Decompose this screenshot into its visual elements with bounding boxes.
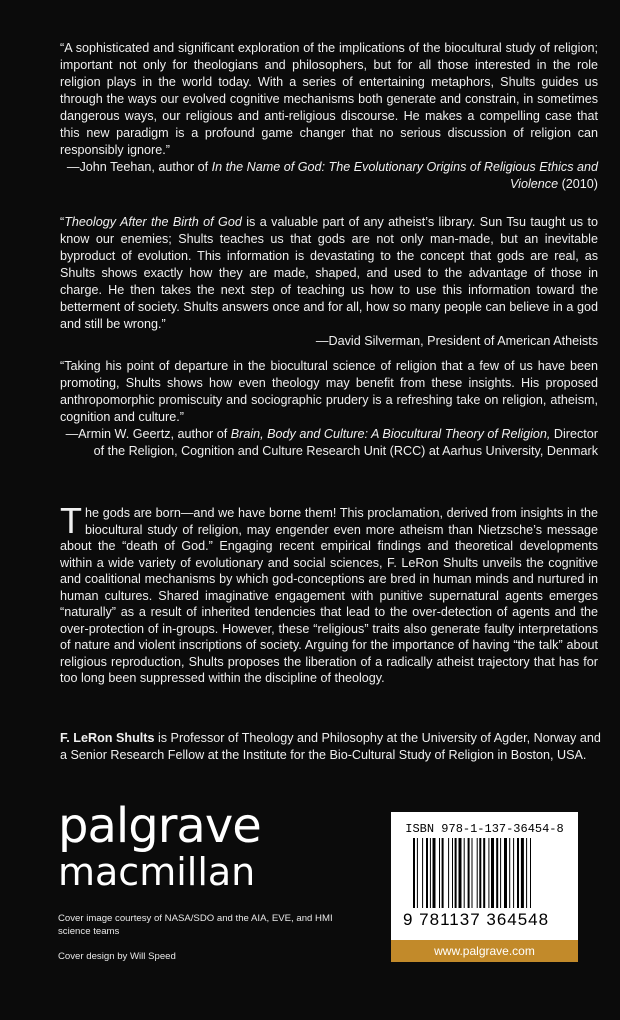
barcode-bar bbox=[433, 838, 436, 908]
attribution-author: —John Teehan, author of bbox=[66, 160, 212, 174]
publisher-url: www.palgrave.com bbox=[391, 940, 578, 962]
quote-geertz bbox=[60, 358, 598, 460]
barcode-bar bbox=[509, 838, 510, 908]
author-bio bbox=[60, 730, 605, 764]
barcode-bar bbox=[521, 838, 524, 908]
attribution-book-title: Brain, Body and Culture: A Biocultural Theory of Religion, bbox=[230, 427, 551, 441]
barcode-bar bbox=[426, 838, 428, 908]
publisher-logo bbox=[58, 800, 261, 892]
quote-text: “Taking his point of departure in the biocultural science of religion that a few of us have been promoting, Shults shows how even theology may benefit from these insights. His proposed anthropomorphic promiscuity and sociographic prudery is a refreshing take on religion, atheism, cognition and culture.” bbox=[60, 359, 598, 424]
quote-body: is a valuable part of any atheist’s library. Sun Tsu taught us to know our enemies; Shults teaches us that gods are not only man-made, but an inevitable byproduct of evolution. This information is devastating to the concept that gods are real, as Shults shows exactly how they are made, shaped, and used to the advantage of those in charge. He then takes the next step of teaching us how to use this information toward the betterment of society. Shults answers once and for all, how so many people can believe in a god and still be wrong.” bbox=[60, 215, 598, 331]
quote-text: “A sophisticated and significant exploration of the implications of the biocultural study of religion; important not only for theologians and philosophers, but for all those interested in the role religion plays in the world today. With a series of entertaining metaphors, Shults guides us through the ways our evolved cognitive mechanisms both generate and constrain, in sometimes dangerous ways, our religious and anti-religious discourse. He makes a compelling case that this new paradigm is a profound game changer that no serious discussion of religion can responsibly ignore.” bbox=[60, 41, 598, 157]
logo-line-1: palgrave bbox=[58, 798, 261, 854]
quote-teehan bbox=[60, 40, 598, 193]
barcode-bar bbox=[496, 838, 498, 908]
barcode-bar bbox=[417, 838, 418, 908]
barcode-bar bbox=[413, 838, 415, 908]
quote-attribution bbox=[60, 159, 598, 193]
barcode-bar bbox=[422, 838, 423, 908]
barcode-bar bbox=[488, 838, 489, 908]
drop-cap: T bbox=[60, 500, 82, 541]
barcode-bar bbox=[468, 838, 470, 908]
logo-line-2: macmillan bbox=[58, 850, 256, 894]
barcode-bar bbox=[500, 838, 501, 908]
author-bio-text: is Professor of Theology and Philosophy at the University of Agder, Norway and a Senior Research Fellow at the Institute for the Bio-Cultural Study of Religion in Boston, USA. bbox=[60, 731, 601, 762]
barcode-bar bbox=[491, 838, 494, 908]
attribution-book-title: In the Name of God: The Evolutionary Origins of Religious Ethics and Violence bbox=[211, 160, 598, 191]
quote-attribution: —David Silverman, President of American Atheists bbox=[315, 334, 598, 348]
cover-design-credit: Cover design by Will Speed bbox=[58, 951, 176, 962]
cover-image-credit: Cover image courtesy of NASA/SDO and the AIA, EVE, and HMI science teams bbox=[58, 913, 333, 937]
barcode-bar bbox=[455, 838, 457, 908]
quote-silverman bbox=[60, 214, 598, 350]
description-text: he gods are born—and we have borne them! This proclamation, derived from insights in the biocultural study of religion, may engender even more atheism than Nietzsche’s message about the “death of God.” Engaging recent empirical findings and theoretical developments within a wide variety of evolutionary and social sciences, F. LeRon Shults unveils the cognitive and coalitional mechanisms by which god-conceptions are bred in human minds and nurtured in human cultures. Shared imaginative engagement with punitive supernatural agents emerges “naturally” as a result of inherited tendencies that lead to the over-detection of agents and the over-protection of in-groups. However, these “religious” traits also generate faulty interpretations of nature and violent inscriptions of society. Arguing for the importance of having “the talk” about religious reproduction, Shults proposes the liberation of a radically atheist trajectory that has for too long been suppressed within the discipline of theology. bbox=[60, 506, 598, 685]
barcode-bar bbox=[439, 838, 440, 908]
barcode-bar bbox=[504, 838, 507, 908]
barcode-bar bbox=[472, 838, 473, 908]
barcode-bar bbox=[459, 838, 462, 908]
barcode-bar bbox=[479, 838, 481, 908]
barcode-bar bbox=[442, 838, 444, 908]
barcode-bar bbox=[513, 838, 514, 908]
book-description bbox=[60, 500, 598, 687]
quote-book-title: Theology After the Birth of God bbox=[64, 215, 242, 229]
barcode-bar bbox=[448, 838, 449, 908]
quote-attribution bbox=[60, 426, 598, 460]
barcode-bar bbox=[483, 838, 485, 908]
author-name: F. LeRon Shults bbox=[60, 731, 155, 745]
barcode-bar bbox=[530, 838, 531, 908]
barcode-icon bbox=[413, 838, 563, 908]
isbn-label: ISBN 978-1-137-36454-8 bbox=[405, 822, 564, 836]
barcode-bar bbox=[452, 838, 453, 908]
quote-text: “Theology After the Birth of God is a valuable part of any atheist’s library. Sun Tsu taught us to know our enemies; Shults teaches us that gods are not only man-made, but an inevitable byproduct of evolution. This information is devastating to the concept that gods are real, as Shults shows exactly how they are made, shaped, and used to the advantage of those in charge. He then takes the next step of teaching us how to use this information toward the betterment of society. Shults answers once and for all, how so many people can believe in a god and still be wrong.” bbox=[60, 215, 598, 331]
barcode-digits: 9 781137 364548 bbox=[403, 910, 550, 929]
attribution-affiliation: Director of the Religion, Cognition and Culture Research Unit (RCC) at Aarhus University, Denmark bbox=[93, 427, 598, 458]
barcode-bar bbox=[517, 838, 519, 908]
barcode-bar bbox=[477, 838, 478, 908]
barcode-bar bbox=[526, 838, 527, 908]
barcode-bar bbox=[464, 838, 465, 908]
attribution-year: (2010) bbox=[558, 177, 598, 191]
attribution-author: —Armin W. Geertz, author of bbox=[65, 427, 231, 441]
barcode-panel bbox=[391, 812, 578, 940]
barcode-bar bbox=[430, 838, 431, 908]
